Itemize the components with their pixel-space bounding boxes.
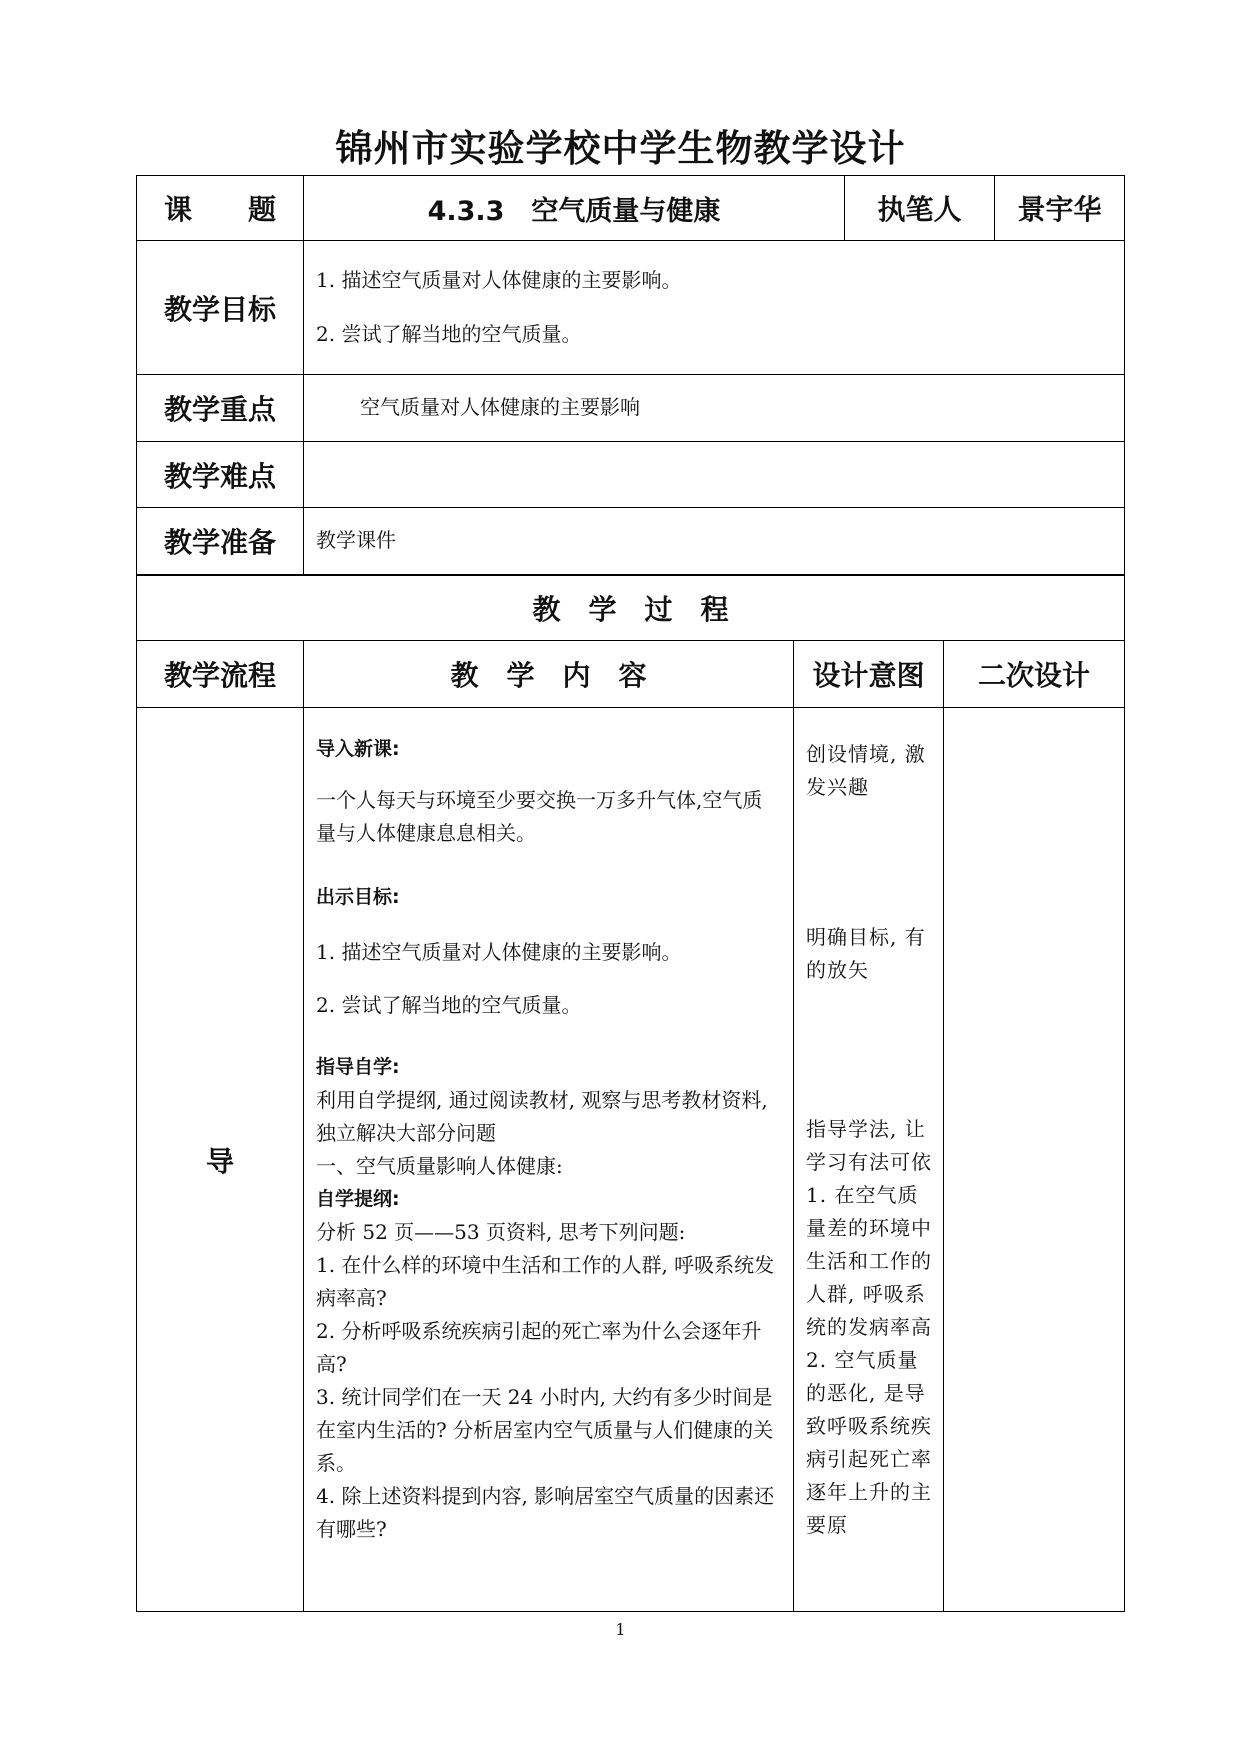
intent-note: 指导学法, 让学习有法可依 — [806, 1117, 932, 1174]
intent-note: 创设情境, 激发兴趣 — [806, 742, 926, 799]
flow-header: 教学流程 — [136, 641, 304, 708]
stage-flow: 导 — [136, 708, 304, 1612]
content-header: 教 学 内 容 — [304, 641, 794, 708]
section-heading: 一、空气质量影响人体健康: — [316, 1154, 563, 1178]
preparation-value: 教学课件 — [304, 508, 1125, 575]
stage-intent — [794, 708, 944, 1612]
author-label: 执笔人 — [845, 175, 995, 241]
guide-text: 利用自学提纲, 通过阅读教材, 观察与思考教材资料, 独立解决大部分问题 — [316, 1088, 768, 1145]
question-item: 1. 在什么样的环境中生活和工作的人群, 呼吸系统发病率高? — [316, 1253, 775, 1310]
objective-item: 1. 描述空气质量对人体健康的主要影响。 — [316, 268, 682, 292]
key-points-label: 教学重点 — [136, 375, 304, 442]
intent-header: 设计意图 — [794, 641, 944, 708]
stage-content — [304, 708, 794, 1612]
intro-heading: 导入新课: — [316, 738, 400, 760]
question-item: 2. 分析呼吸系统疾病引起的死亡率为什么会逐年升高? — [316, 1319, 762, 1376]
author-value: 景宇华 — [995, 175, 1125, 241]
outline-heading: 自学提纲: — [316, 1188, 400, 1210]
page-number: 1 — [615, 1620, 626, 1639]
goal-item: 1. 描述空气质量对人体健康的主要影响。 — [316, 940, 682, 964]
objectives-label: 教学目标 — [136, 241, 304, 375]
intent-note: 2. 空气质量的恶化, 是导致呼吸系统疾病引起死亡率逐年上升的主要原 — [806, 1348, 932, 1537]
goal-item: 2. 尝试了解当地的空气质量。 — [316, 993, 582, 1017]
difficulties-label: 教学难点 — [136, 442, 304, 508]
intro-text: 一个人每天与环境至少要交换一万多升气体,空气质量与人体健康息息相关。 — [316, 788, 763, 845]
key-points-value: 空气质量对人体健康的主要影响 — [304, 375, 1125, 442]
preparation-label: 教学准备 — [136, 508, 304, 575]
objectives-content — [304, 241, 1125, 375]
objective-item: 2. 尝试了解当地的空气质量。 — [316, 322, 582, 346]
question-item: 4. 除上述资料提到内容, 影响居室空气质量的因素还有哪些? — [316, 1484, 775, 1541]
stage-redesign — [944, 708, 1125, 1612]
process-title: 教 学 过 程 — [136, 575, 1125, 641]
topic-label: 课 题 — [136, 175, 304, 241]
difficulties-value — [304, 442, 1125, 508]
guide-heading: 指导自学: — [316, 1056, 400, 1078]
document-title: 锦州市实验学校中学生物教学设计 — [335, 127, 906, 170]
topic-value: 4.3.3 空气质量与健康 — [304, 175, 845, 241]
goals-heading: 出示目标: — [316, 886, 400, 908]
outline-intro: 分析 52 页——53 页资料, 思考下列问题: — [316, 1220, 686, 1244]
intent-note: 明确目标, 有的放矢 — [806, 925, 926, 982]
redesign-header: 二次设计 — [944, 641, 1125, 708]
question-item: 3. 统计同学们在一天 24 小时内, 大约有多少时间是在室内生活的? 分析居室内空气质量与人们健康的关系。 — [316, 1385, 774, 1475]
intent-note: 1. 在空气质量差的环境中生活和工作的人群, 呼吸系统的发病率高 — [806, 1183, 932, 1339]
